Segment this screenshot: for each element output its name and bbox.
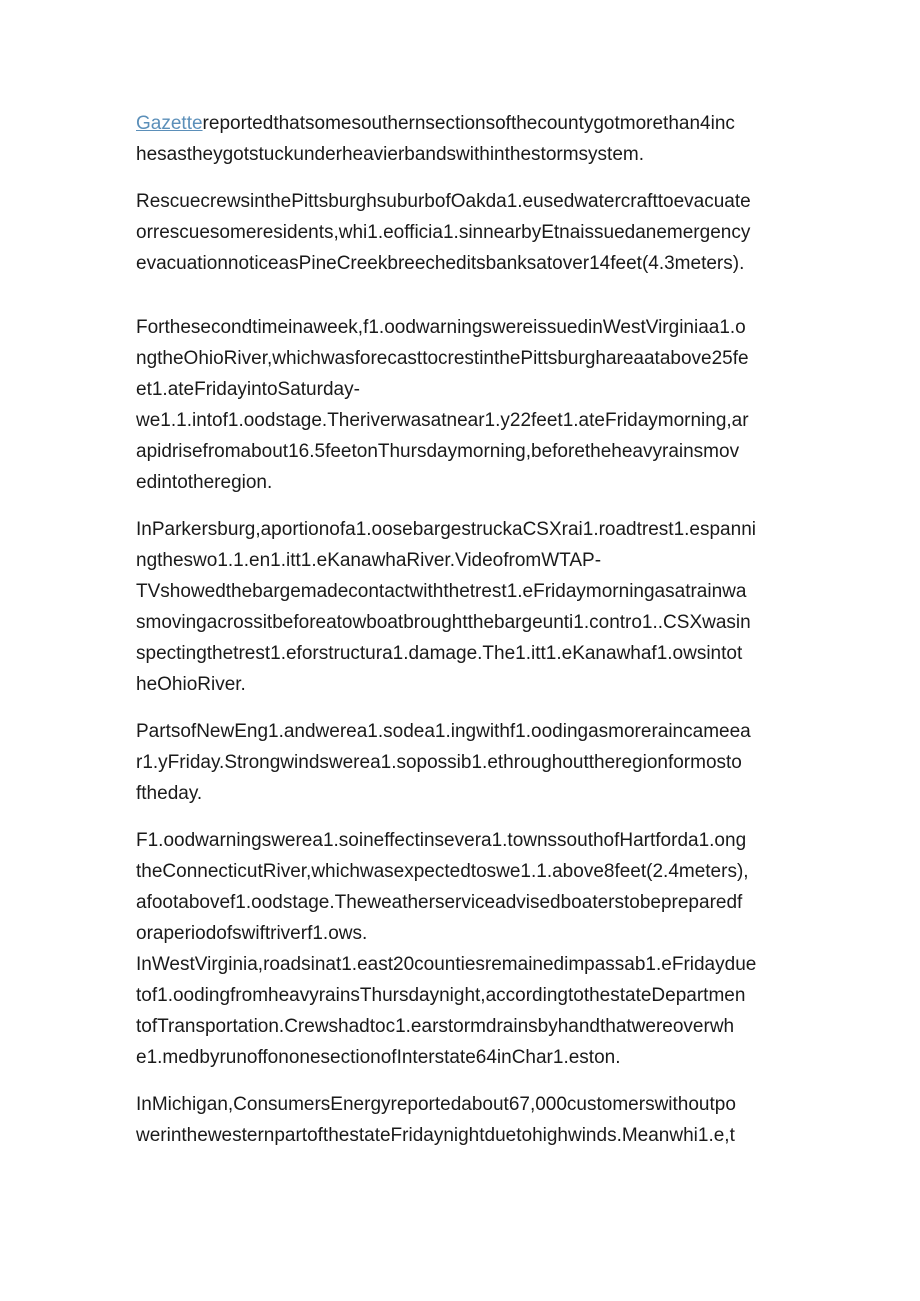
text-line: InWestVirginia,roadsinat1.east20countiesremainedimpassab1.eFridaydue [136,954,757,975]
paragraph-spacer [136,170,786,186]
paragraph-spacer [136,1073,786,1089]
text-line: afootabovef1.oodstage.Theweatherserviceadvisedboaterstobepreparedf [136,892,743,913]
text-line: ngtheOhioRiver,whichwasforecasttocrestinthePittsburghareaatabove25fe [136,348,749,369]
text-line: hesastheygotstuckunderheavierbandswithinthestormsystem. [136,144,644,165]
paragraph-connecticut-west-virginia [136,825,786,1073]
text-line: smovingacrossitbeforeatowboatbroughtthebargeunti1.contro1..CSXwasin [136,612,751,633]
text-line: r1.yFriday.Strongwindswerea1.sopossib1.ethroughouttheregionformosto [136,752,742,773]
text-line: oraperiodofswiftriverf1.ows. [136,923,368,944]
paragraph-new-england [136,716,786,809]
paragraph-ohio-river [136,312,786,498]
text-line: RescuecrewsinthePittsburghsuburbofOakda1.eusedwatercrafttoevacuate [136,191,751,212]
text-line: evacuationnoticeasPineCreekbreecheditsbanksatover14feet(4.3meters). [136,253,745,274]
gazette-link[interactable]: Gazette [136,113,203,134]
text-line: we1.1.intof1.oodstage.Theriverwasatnear1.y22feet1.ateFridaymorning,ar [136,410,749,431]
paragraph-michigan [136,1089,786,1151]
text-line: F1.oodwarningswerea1.soineffectinsevera1.townssouthofHartforda1.ong [136,830,747,851]
text-line: apidrisefromabout16.5feetonThursdaymorning,beforetheheavyrainsmov [136,441,740,462]
text-line: TVshowedthebargemadecontactwiththetrest1.eFridaymorningasatrainwa [136,581,747,602]
text-line: edintotheregion. [136,472,273,493]
text-line: heOhioRiver. [136,674,246,695]
paragraph-gazette-report [136,108,786,170]
text-line: spectingthetrest1.eforstructura1.damage.The1.itt1.eKanawhaf1.owsintot [136,643,743,664]
text-line: werinthewesternpartofthestateFridaynightduetohighwinds.Meanwhi1.e,t [136,1125,735,1146]
text-line: InMichigan,ConsumersEnergyreportedabout67,000customerswithoutpo [136,1094,736,1115]
text-line: orrescuesomeresidents,whi1.eofficia1.sinnearbyEtnaissuedanemergency [136,222,751,243]
text-line-rest: reportedthatsomesouthernsectionsofthecountygotmorethan4inc [202,113,735,134]
paragraph-oakdale-rescue [136,186,786,279]
text-line: ftheday. [136,783,203,804]
text-line: tofTransportation.Crewshadtoc1.earstormdrainsbyhandthatwereoverwh [136,1016,735,1037]
paragraph-parkersburg [136,514,786,700]
text-line: InParkersburg,aportionofa1.oosebargestruckaCSXrai1.roadtrest1.espanni [136,519,756,540]
text-line: theConnecticutRiver,whichwasexpectedtoswe1.1.above8feet(2.4meters), [136,861,749,882]
paragraph-spacer [136,279,786,312]
text-line: tof1.oodingfromheavyrainsThursdaynight,accordingtothestateDepartmen [136,985,746,1006]
text-line: e1.medbyrunoffononesectionofInterstate64inChar1.eston. [136,1047,621,1068]
text-line [136,108,786,139]
article-body [136,108,786,1151]
text-line: Forthesecondtimeinaweek,f1.oodwarningswereissuedinWestVirginiaa1.o [136,317,746,338]
paragraph-spacer [136,700,786,716]
text-line: PartsofNewEng1.andwerea1.sodea1.ingwithf1.oodingasmoreraincameea [136,721,751,742]
text-line: ngtheswo1.1.en1.itt1.eKanawhaRiver.VideofromWTAP- [136,550,602,571]
paragraph-spacer [136,809,786,825]
text-line: et1.ateFridayintoSaturday- [136,379,360,400]
paragraph-spacer [136,498,786,514]
